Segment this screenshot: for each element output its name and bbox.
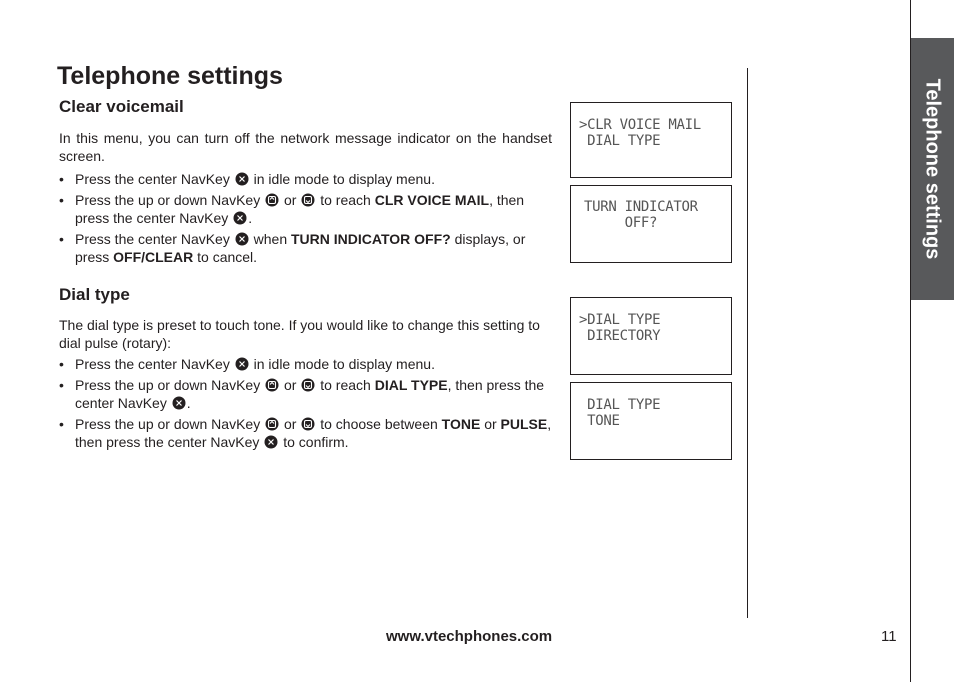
page-title: Telephone settings	[57, 62, 283, 90]
lcd-line: OFF?	[584, 215, 658, 231]
list-item: • Press the center NavKey when TURN INDICATOR OFF? displays, or press OFF/CLEAR to cancel.	[59, 231, 526, 265]
navkey-center-icon	[235, 357, 249, 371]
lcd-screen-dial-type-tone	[570, 382, 732, 460]
navkey-up-icon	[265, 378, 279, 392]
lcd-line: >DIAL TYPE	[579, 312, 661, 328]
navkey-up-icon	[265, 417, 279, 431]
lcd-screen-dial-type-menu	[570, 297, 732, 375]
list-item: • Press the center NavKey in idle mode to display menu.	[59, 171, 435, 187]
navkey-down-icon	[301, 417, 315, 431]
lcd-line: DIAL TYPE	[579, 133, 661, 149]
clear-voicemail-steps	[59, 170, 553, 269]
dial-type-steps	[59, 355, 553, 454]
footer-url: www.vtechphones.com	[386, 628, 553, 645]
navkey-center-icon	[233, 211, 247, 225]
navkey-center-icon	[264, 435, 278, 449]
navkey-center-icon	[235, 232, 249, 246]
dial-type-heading: Dial type	[59, 285, 130, 304]
side-tab-label: Telephone settings	[921, 78, 944, 260]
lcd-screen-turn-indicator	[570, 185, 732, 263]
navkey-center-icon	[172, 396, 186, 410]
column-divider	[747, 68, 748, 618]
navkey-down-icon	[301, 378, 315, 392]
list-item: • Press the up or down NavKey or to reach DIAL TYPE, then press the center NavKey .	[59, 377, 545, 411]
dial-type-intro: The dial type is preset to touch tone. If you would like to change this setting to dial pulse (rotary):	[59, 317, 540, 351]
lcd-line: >CLR VOICE MAIL	[579, 117, 701, 133]
lcd-line: TONE	[579, 413, 620, 429]
lcd-line: TURN INDICATOR	[584, 199, 698, 215]
list-item: • Press the center NavKey in idle mode to display menu.	[59, 356, 435, 372]
lcd-screen-clr-voice-mail	[570, 102, 732, 178]
page-number: 11	[881, 628, 897, 645]
navkey-up-icon	[265, 193, 279, 207]
clear-voicemail-intro: In this menu, you can turn off the network message indicator on the handset screen.	[59, 130, 552, 164]
lcd-line: DIRECTORY	[579, 328, 661, 344]
clear-voicemail-heading: Clear voicemail	[59, 97, 184, 116]
lcd-line: DIAL TYPE	[579, 397, 661, 413]
list-item: • Press the up or down NavKey or to reach CLR VOICE MAIL, then press the center NavKey .	[59, 192, 525, 226]
navkey-down-icon	[301, 193, 315, 207]
list-item: • Press the up or down NavKey or to choose between TONE or PULSE, then press the center NavKey to confirm.	[59, 416, 552, 450]
navkey-center-icon	[235, 172, 249, 186]
